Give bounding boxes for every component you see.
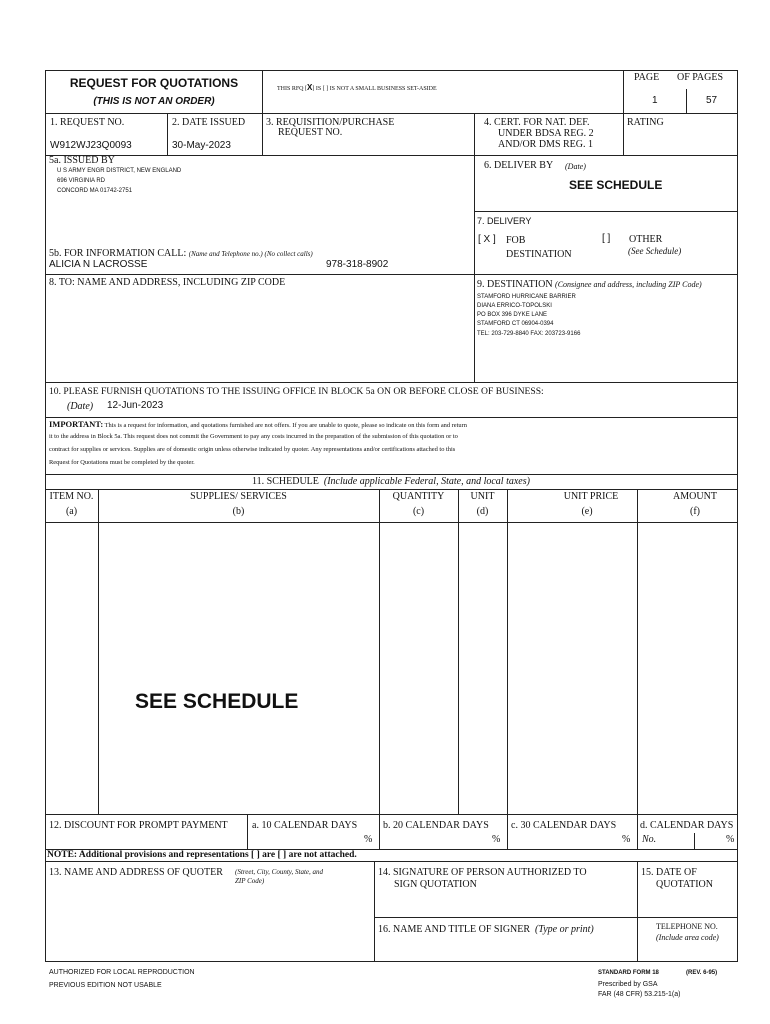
destination-line-5: TEL: 203-729-8840 FAX: 203723-9166 <box>477 331 581 337</box>
col-unit-price-sub: (e) <box>581 506 593 517</box>
additional-provisions-note: NOTE: Additional provisions and representations [ ] are [ ] are not attached. <box>47 850 357 860</box>
divider <box>686 89 687 113</box>
divider <box>474 211 737 212</box>
schedule-body-text: SEE SCHEDULE <box>135 690 299 713</box>
small-business-setaside: THIS RFQ [X] IS [ ] IS NOT A SMALL BUSINESS SET-ASIDE <box>277 83 437 92</box>
quoter-name-address-label: 13. NAME AND ADDRESS OF QUOTER <box>49 867 223 878</box>
request-no-label: 1. REQUEST NO. <box>50 117 125 128</box>
divider <box>45 489 737 490</box>
rating-label: RATING <box>627 117 664 128</box>
deliver-by-hint: (Date) <box>565 162 586 171</box>
signature-label: 14. SIGNATURE OF PERSON AUTHORIZED TO <box>378 867 587 878</box>
col-supplies-services-sub: (b) <box>232 506 245 517</box>
other-hint: (See Schedule) <box>628 246 682 256</box>
cert-label-2: UNDER BDSA REG. 2 <box>498 128 594 139</box>
destination-label: 9. DESTINATION (Consignee and address, including ZIP Code) <box>477 279 702 290</box>
col-quantity-sub: (c) <box>412 506 425 517</box>
quotation-date-label-2: QUOTATION <box>656 879 713 890</box>
quotation-date-label: 15. DATE OF <box>641 867 697 878</box>
form-top-border <box>45 70 737 71</box>
divider <box>45 417 737 418</box>
footer-far: FAR (48 CFR) 53.215-1(a) <box>598 991 681 998</box>
important-line-3: contract for supplies or services. Supplies are of domestic origin unless otherwise indicated by quoter. Any representations and/or certifications attached to this <box>49 446 456 453</box>
page-number: 1 <box>652 95 658 106</box>
form-subtitle: (THIS IS NOT AN ORDER) <box>93 96 215 107</box>
divider <box>374 861 375 961</box>
cert-label: 4. CERT. FOR NAT. DEF. <box>484 117 590 128</box>
date-issued-value[interactable]: 30-May-2023 <box>172 140 231 151</box>
deliver-by-value[interactable]: SEE SCHEDULE <box>569 178 663 192</box>
telephone-hint: (Include area code) <box>656 933 719 942</box>
col-supplies-services: SUPPLIES/ SERVICES <box>190 491 287 502</box>
col-unit: UNIT <box>470 491 495 502</box>
divider <box>98 489 99 814</box>
deliver-by-label: 6. DELIVER BY <box>484 160 554 171</box>
delivery-label: 7. DELIVERY <box>477 216 532 226</box>
info-call-label: 5b. FOR INFORMATION CALL: (Name and Telephone no.) (No collect calls) <box>49 248 313 259</box>
quoter-hint-2: ZIP Code) <box>235 877 265 885</box>
form-title: REQUEST FOR QUOTATIONS <box>69 76 239 90</box>
col-amount: AMOUNT <box>673 491 717 502</box>
signer-name-title-label: 16. NAME AND TITLE OF SIGNER (Type or print) <box>378 924 594 935</box>
discount-label: 12. DISCOUNT FOR PROMPT PAYMENT <box>49 820 228 831</box>
divider <box>45 814 737 815</box>
page-label: PAGE <box>634 72 660 83</box>
col-unit-price: UNIT PRICE <box>563 491 619 502</box>
divider <box>45 113 737 114</box>
important-line-4: Request for Quotations must be completed by the quoter. <box>49 459 195 466</box>
discount-20-pct: % <box>492 834 501 845</box>
footer-revision: (REV. 6-95) <box>686 970 718 976</box>
total-pages: 57 <box>706 95 718 106</box>
cert-label-3: AND/OR DMS REG. 1 <box>498 139 594 150</box>
of-pages-label: OF PAGES <box>677 72 724 83</box>
discount-10-pct: % <box>364 834 373 845</box>
divider <box>637 489 638 814</box>
destination-line-3: PO BOX 396 DYKE LANE <box>477 312 548 318</box>
divider <box>694 833 695 849</box>
discount-other-pct: % <box>726 834 735 845</box>
destination-line-1: STAMFORD HURRICANE BARRIER <box>477 294 576 300</box>
divider <box>262 70 263 155</box>
telephone-label: TELEPHONE NO. <box>656 922 718 931</box>
requisition-label-2: REQUEST NO. <box>278 127 343 138</box>
divider <box>45 382 737 383</box>
divider <box>45 474 737 475</box>
schedule-title: 11. SCHEDULE (Include applicable Federal, State, and local taxes) <box>252 476 530 487</box>
date-issued-label: 2. DATE ISSUED <box>172 117 246 128</box>
col-quantity: QUANTITY <box>392 491 445 502</box>
divider <box>474 113 475 274</box>
divider <box>247 814 248 849</box>
divider <box>45 274 737 275</box>
col-item-no-sub: (a) <box>65 506 78 517</box>
important-line-1: IMPORTANT: This is a request for information, and quotations furnished are not offers. If you are unable to quote, please so indicate on this form and return <box>49 419 467 429</box>
furnish-quotations-text: 10. PLEASE FURNISH QUOTATIONS TO THE ISSUING OFFICE IN BLOCK 5a ON OR BEFORE CLOSE OF BUSINESS: <box>49 386 544 397</box>
quoter-hint-1: (Street, City, County, State, and <box>235 868 324 876</box>
divider <box>45 522 737 523</box>
destination-line-4: STAMFORD CT 06904-0394 <box>477 321 554 327</box>
divider <box>374 917 737 918</box>
footer-previous-edition: PREVIOUS EDITION NOT USABLE <box>49 982 162 989</box>
divider <box>379 489 380 814</box>
divider <box>379 814 380 849</box>
divider <box>474 274 475 382</box>
discount-10-days: a. 10 CALENDAR DAYS <box>252 820 358 831</box>
discount-30-days: c. 30 CALENDAR DAYS <box>511 820 617 831</box>
divider <box>507 489 508 814</box>
footer-authorized: AUTHORIZED FOR LOCAL REPRODUCTION <box>49 969 195 976</box>
fob-checkbox[interactable]: [ X ] <box>478 234 496 245</box>
request-no-value[interactable]: W912WJ23Q0093 <box>50 140 132 151</box>
footer-form-name: STANDARD FORM 18 <box>598 970 659 976</box>
info-call-phone[interactable]: 978-318-8902 <box>326 259 389 270</box>
furnish-date-value[interactable]: 12-Jun-2023 <box>107 400 164 411</box>
divider <box>637 861 638 961</box>
divider <box>507 814 508 849</box>
discount-20-days: b. 20 CALENDAR DAYS <box>383 820 489 831</box>
issued-by-line-3: CONCORD MA 01742-2751 <box>57 188 133 194</box>
destination-line-2: DIANA ERRICO-TOPOLSKI <box>477 303 552 309</box>
footer-prescribed: Prescribed by GSA <box>598 981 658 988</box>
to-name-address-label: 8. TO: NAME AND ADDRESS, INCLUDING ZIP CODE <box>49 277 286 288</box>
divider <box>458 489 459 814</box>
issued-by-label: 5a. ISSUED BY <box>49 155 115 166</box>
setaside-checkbox-is[interactable]: X <box>307 83 313 92</box>
col-unit-sub: (d) <box>476 506 489 517</box>
requisition-label: 3. REQUISITION/PURCHASE <box>266 117 395 128</box>
fob-destination: DESTINATION <box>506 249 572 260</box>
discount-30-pct: % <box>622 834 631 845</box>
issued-by-line-2: 696 VIRGINIA RD <box>57 178 106 184</box>
fob-label: FOB <box>506 235 526 246</box>
col-item-no: ITEM NO. <box>49 491 94 502</box>
divider <box>637 814 638 849</box>
form-bottom-border <box>45 961 737 962</box>
other-label: OTHER <box>629 234 663 245</box>
divider <box>167 113 168 155</box>
other-checkbox[interactable]: [ ] <box>602 233 611 244</box>
important-line-2: it to the address in Block 5a. This request does not commit the Government to pay any costs incurred in the preparation of the submission of this quotation or to <box>49 433 458 440</box>
discount-days-no: No. <box>642 834 657 845</box>
divider <box>45 155 737 156</box>
signature-label-2: SIGN QUOTATION <box>394 879 477 890</box>
discount-other-days: d. CALENDAR DAYS <box>640 820 734 831</box>
furnish-date-hint: (Date) <box>67 401 94 412</box>
info-call-name[interactable]: ALICIA N LACROSSE <box>49 259 148 270</box>
divider <box>623 70 624 155</box>
issued-by-line-1: U S ARMY ENGR DISTRICT, NEW ENGLAND <box>57 168 182 174</box>
col-amount-sub: (f) <box>690 506 700 517</box>
divider <box>45 861 737 862</box>
